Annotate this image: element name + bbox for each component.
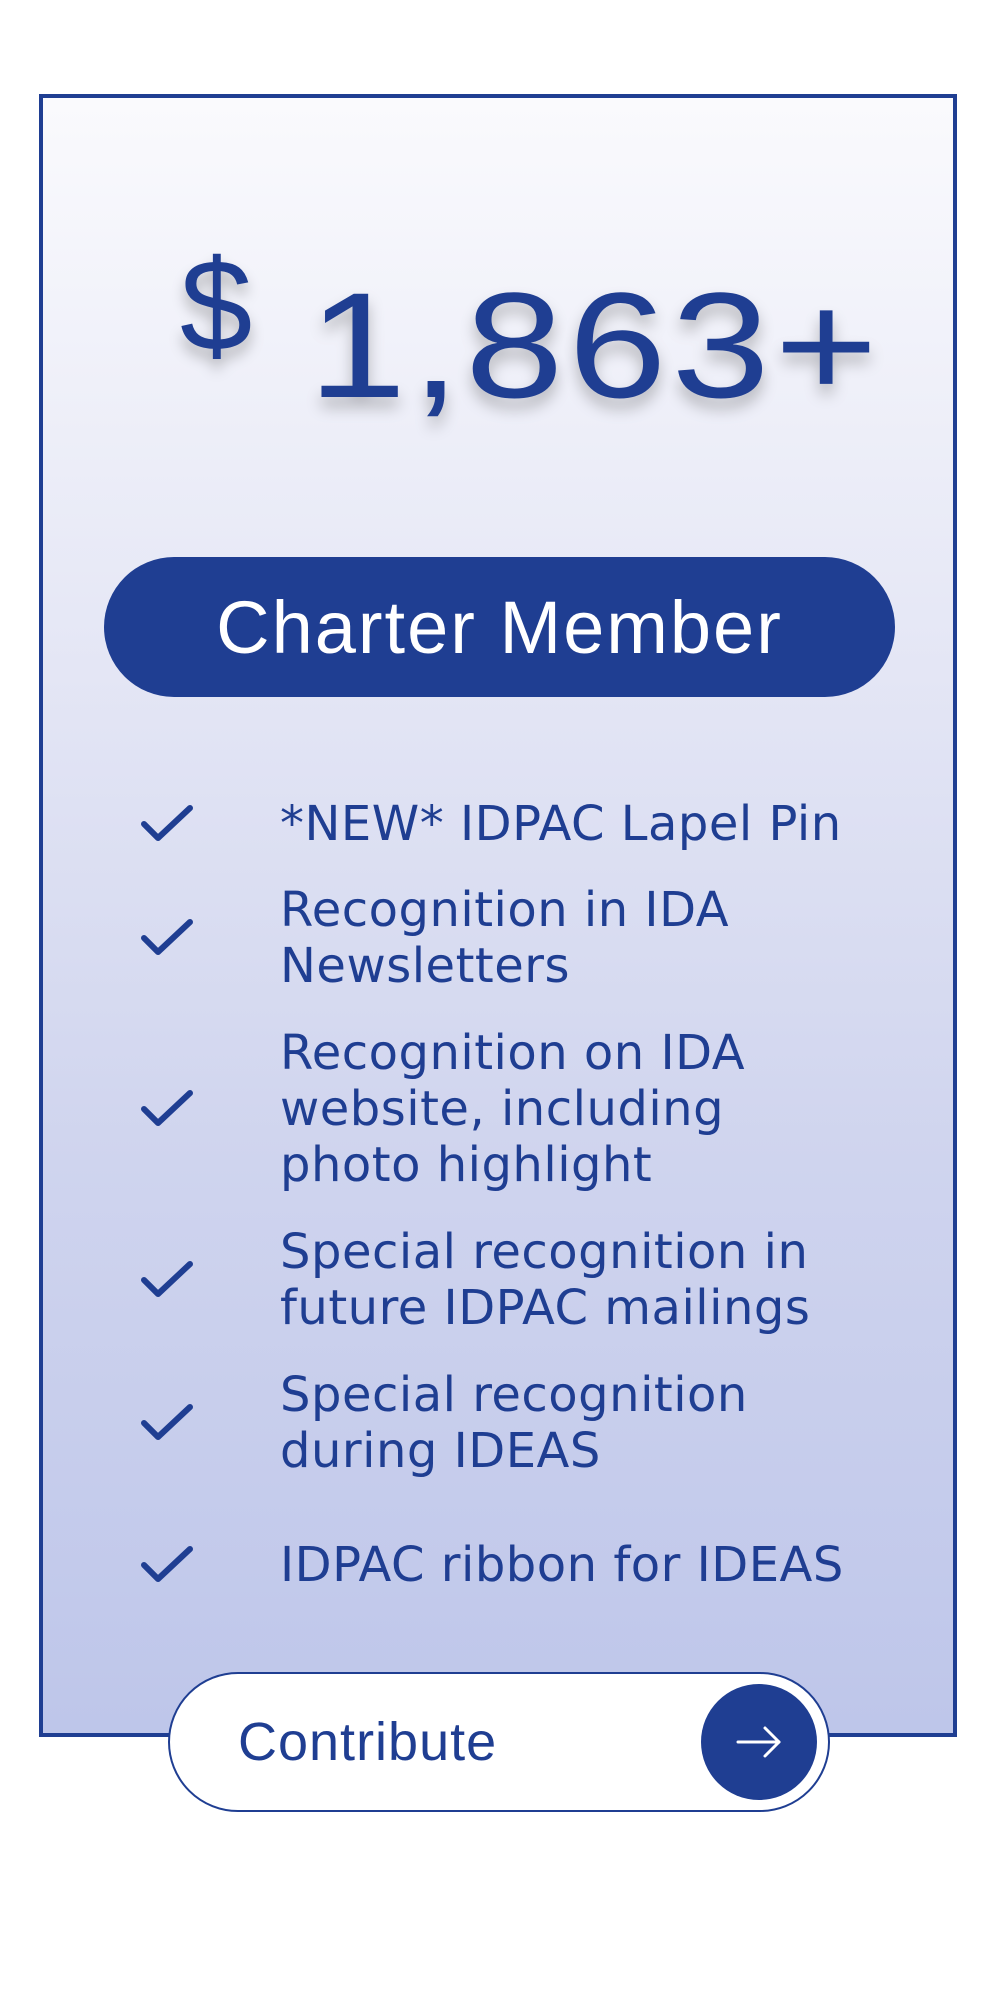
price-amount: 1,863+: [308, 261, 883, 429]
benefit-text: [280, 796, 842, 852]
benefit-item: [140, 1224, 900, 1336]
benefit-line: website, including: [280, 1081, 725, 1137]
benefit-line: Special recognition: [280, 1367, 748, 1423]
tier-name-badge: [104, 557, 895, 697]
check-icon: [140, 1089, 280, 1129]
benefit-line: Recognition in IDA: [280, 882, 730, 938]
price: [0, 210, 1000, 429]
benefit-text: [280, 882, 729, 994]
benefit-text: [280, 1367, 748, 1479]
contribute-button[interactable]: [168, 1672, 830, 1812]
benefit-item: [140, 1537, 900, 1593]
benefit-line: Newsletters: [280, 938, 570, 994]
benefit-line: IDPAC ribbon for IDEAS: [280, 1537, 844, 1593]
benefit-item: [140, 1367, 900, 1479]
benefit-item: [140, 1025, 900, 1193]
benefit-line: *NEW* IDPAC Lapel Pin: [280, 796, 842, 852]
benefit-text: [280, 1025, 745, 1193]
check-icon: [140, 804, 280, 844]
benefit-text: [280, 1537, 844, 1593]
price-currency-symbol: $: [180, 232, 253, 378]
benefit-line: future IDPAC mailings: [280, 1280, 811, 1336]
arrow-right-icon[interactable]: [701, 1684, 817, 1800]
benefit-item: [140, 882, 900, 994]
benefit-text: [280, 1224, 810, 1336]
benefit-item: [140, 796, 900, 852]
benefit-line: Special recognition in: [280, 1224, 809, 1280]
contribute-button-label: Contribute: [238, 1712, 498, 1772]
benefit-line: photo highlight: [280, 1137, 653, 1193]
check-icon: [140, 1403, 280, 1443]
check-icon: [140, 1260, 280, 1300]
benefit-line: during IDEAS: [280, 1423, 601, 1479]
benefit-line: Recognition on IDA: [280, 1025, 746, 1081]
check-icon: [140, 918, 280, 958]
tier-name: Charter Member: [216, 585, 783, 669]
check-icon: [140, 1545, 280, 1585]
